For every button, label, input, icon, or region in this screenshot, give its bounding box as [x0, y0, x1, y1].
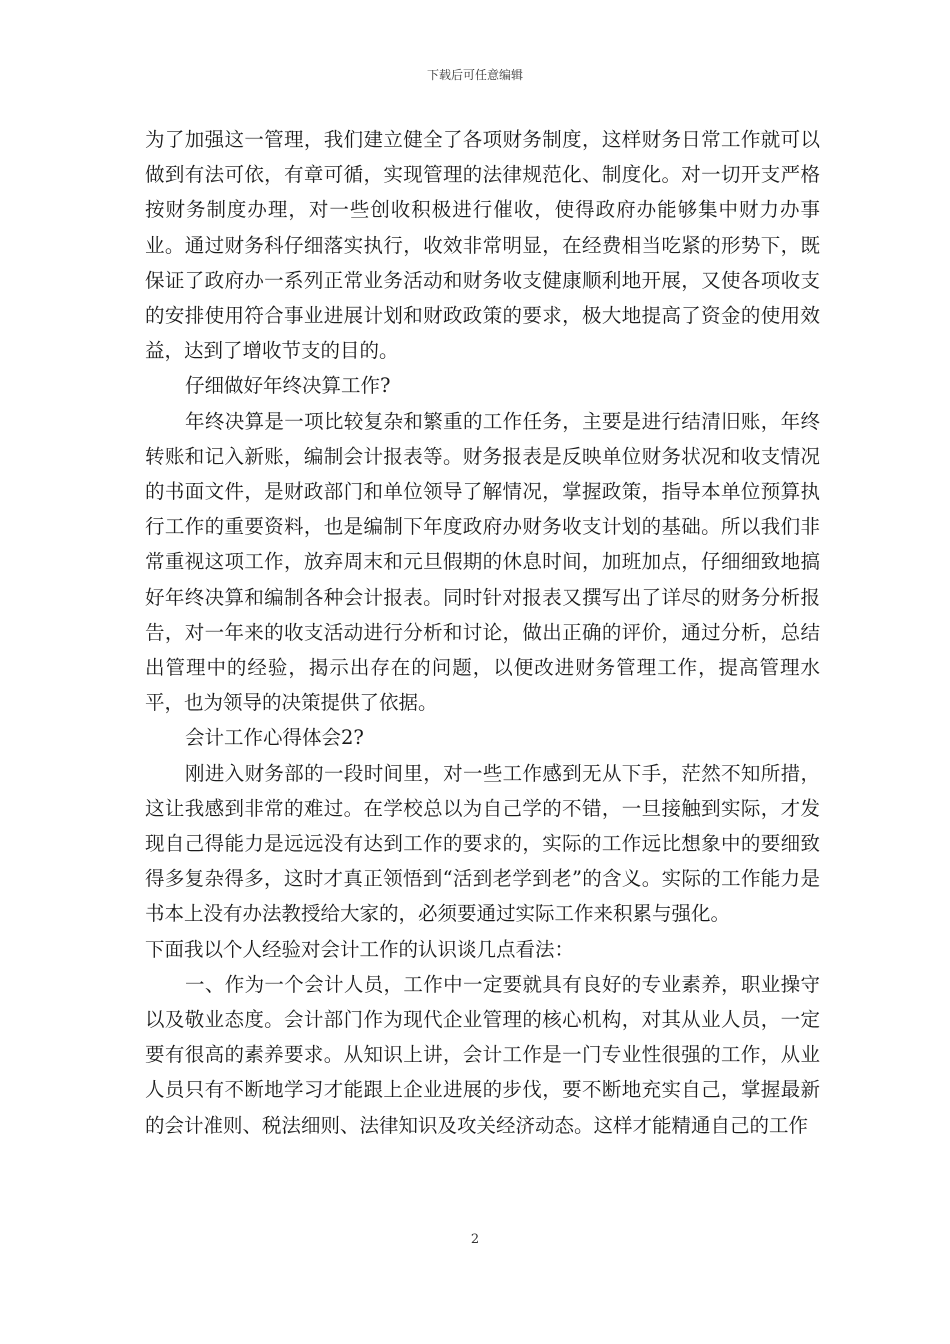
paragraph-early-days: 刚进入财务部的一段时间里，对一些工作感到无从下手，茫然不知所措，这让我感到非常的难过。在学校总以为自己学的不错，一旦接触到实际，才发现自己得能力是远远没有达到工作的要求的，实际的工作远比想象中的要细致得多复杂得多，这时才真正领悟到“活到老学到老”的含义。实际的工作能力是书本上没有办法教授给大家的，必须要通过实际工作来积累与强化。	[145, 761, 820, 926]
page-number: 2	[470, 1232, 480, 1247]
heading-accounting-experience-2: 会计工作心得体会2?	[185, 726, 364, 750]
paragraph-year-end-settlement: 年终决算是一项比较复杂和繁重的工作任务，主要是进行结清旧账，年终转账和记入新账，编制会计报表等。财务报表是反映单位财务状况和收支情况的书面文件，是财政部门和单位领导了解情况，掌握政策，指导本单位预算执行工作的重要资料，也是编制下年度政府办财务收支计划的基础。所以我们非常重视这项工作，放弃周末和元旦假期的休息时间，加班加点，仔细细致地搞好年终决算和编制各种会计报表。同时针对报表又撰写出了详尽的财务分析报告，对一年来的收支活动进行分析和讨论，做出正确的评价，通过分析，总结出管理中的经验，揭示出存在的问题，以便改进财务管理工作，提高管理水平，也为领导的决策提供了依据。	[145, 409, 820, 715]
paragraph-views-intro: 下面我以个人经验对会计工作的认识谈几点看法：	[145, 937, 575, 961]
document-body	[145, 122, 820, 1143]
paragraph-point-one: 一、作为一个会计人员，工作中一定要就具有良好的专业素养，职业操守以及敬业态度。会计部门作为现代企业管理的核心机构，对其从业人员，一定要有很高的素养要求。从知识上讲，会计工作是一门专业性很强的工作，从业人员只有不断地学习才能跟上企业进展的步伐，要不断地充实自己，掌握最新的会计准则、税法细则、法律知识及攻关经济动态。这样才能精通自己的工作	[145, 972, 820, 1137]
paragraph-finance-system: 为了加强这一管理，我们建立健全了各项财务制度，这样财务日常工作就可以做到有法可依，有章可循，实现管理的法律规范化、制度化。对一切开支严格按财务制度办理，对一些创收积极进行催收，使得政府办能够集中财力办事业。通过财务科仔细落实执行，收效非常明显，在经费相当吃紧的形势下，既保证了政府办一系列正常业务活动和财务收支健康顺利地开展，又使各项收支的安排使用符合事业进展计划和财政政策的要求，极大地提高了资金的使用效益，达到了增收节支的目的。	[145, 128, 820, 363]
heading-year-end-settlement: 仔细做好年终决算工作?	[185, 374, 391, 398]
page-header: 下载后可任意编辑	[426, 68, 523, 82]
